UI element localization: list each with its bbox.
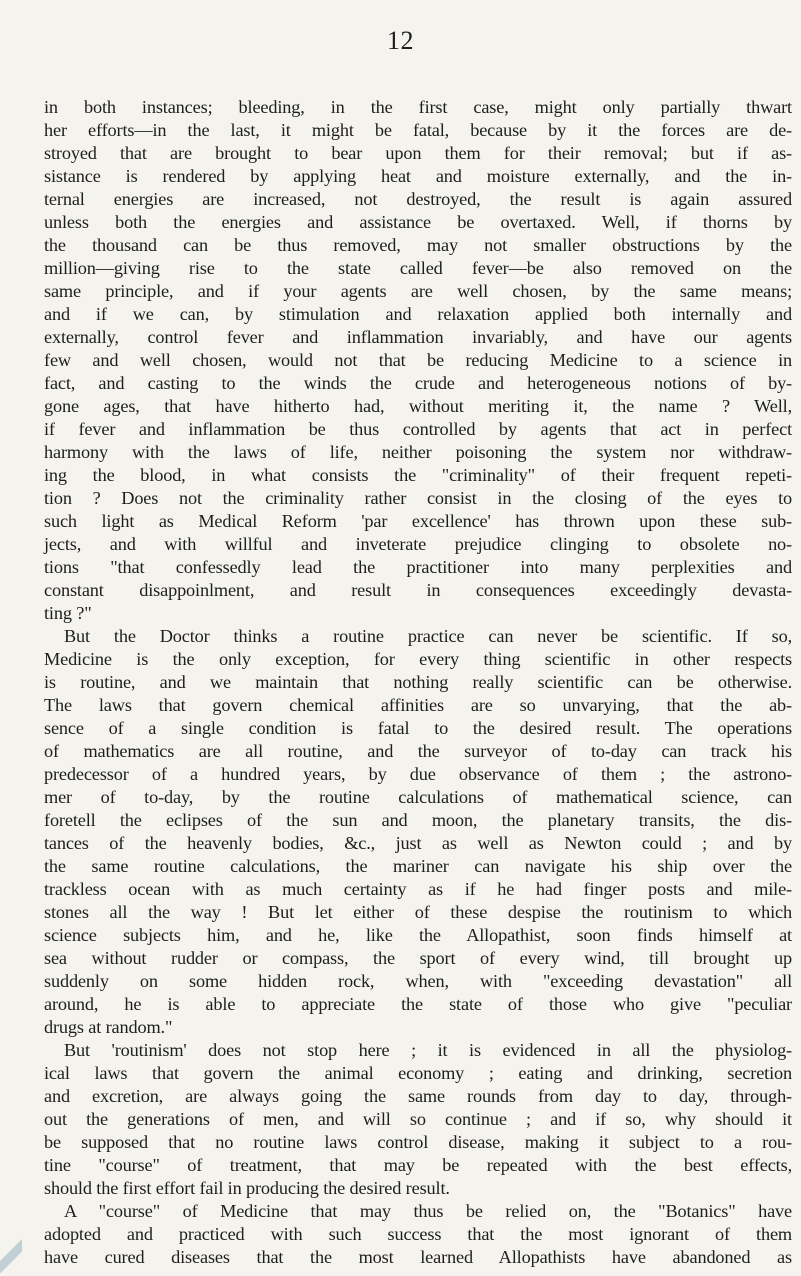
text-line: adopted and practiced with such success that the most ignorant of them bbox=[44, 1224, 792, 1244]
text-line: science subjects him, and he, like the Allopathist, soon finds himself at bbox=[44, 925, 792, 945]
text-line: trackless ocean with as much certainty as if he had finger posts and mile- bbox=[44, 879, 792, 899]
text-line: The laws that govern chemical affinities are so unvarying, that the ab- bbox=[44, 695, 792, 715]
text-line: Medicine is the only exception, for every thing scientific in other respects bbox=[44, 649, 792, 669]
text-line: million—giving rise to the state called fever—be also removed on the bbox=[44, 258, 792, 278]
text-line: ternal energies are increased, not destroyed, the result is again assured bbox=[44, 189, 792, 209]
text-line: stones all the way ! But let either of these despise the routinism to which bbox=[44, 902, 792, 922]
text-line: few and well chosen, would not that be reducing Medicine to a science in bbox=[44, 350, 792, 370]
text-line: her efforts—in the last, it might be fatal, because by it the forces are de- bbox=[44, 120, 792, 140]
text-line: should the first effort fail in producing the desired result. bbox=[44, 1178, 450, 1198]
text-line: sence of a single condition is fatal to the desired result. The operations bbox=[44, 718, 792, 738]
text-line: gone ages, that have hitherto had, without meriting it, the name ? Well, bbox=[44, 396, 792, 416]
page-corner-mark bbox=[0, 1236, 22, 1276]
text-line: tions "that confessedly lead the practitioner into many perplexities and bbox=[44, 557, 792, 577]
text-line: sistance is rendered by applying heat and moisture externally, and the in- bbox=[44, 166, 792, 186]
text-line: ting ?" bbox=[44, 603, 92, 623]
page-number: 12 bbox=[387, 26, 414, 55]
text-line: unless both the energies and assistance be overtaxed. Well, if thorns by bbox=[44, 212, 792, 232]
text-line: have cured diseases that the most learned Allopathists have abandoned as bbox=[44, 1247, 792, 1267]
text-line: be supposed that no routine laws control disease, making it subject to a rou- bbox=[44, 1132, 792, 1152]
text-line: externally, control fever and inflammation invariably, and have our agents bbox=[44, 327, 792, 347]
text-line: harmony with the laws of life, neither poisoning the system nor withdraw- bbox=[44, 442, 792, 462]
text-line: around, he is able to appreciate the state of those who give "peculiar bbox=[44, 994, 792, 1014]
text-line: tine "course" of treatment, that may be repeated with the best effects, bbox=[44, 1155, 792, 1175]
text-line: tances of the heavenly bodies, &c., just as well as Newton could ; and by bbox=[44, 833, 792, 853]
text-line: constant disappoinlment, and result in consequences exceedingly devasta- bbox=[44, 580, 792, 600]
text-line: in both instances; bleeding, in the first case, might only partially thwart bbox=[44, 97, 792, 117]
text-line: A "course" of Medicine that may thus be relied on, the "Botanics" have bbox=[64, 1201, 792, 1221]
text-line: is routine, and we maintain that nothing really scientific can be otherwise. bbox=[44, 672, 792, 692]
text-line: stroyed that are brought to bear upon them for their removal; but if as- bbox=[44, 143, 792, 163]
text-line: of mathematics are all routine, and the surveyor of to-day can track his bbox=[44, 741, 792, 761]
text-line: ical laws that govern the animal economy ; eating and drinking, secretion bbox=[44, 1063, 792, 1083]
text-line: jects, and with willful and inveterate prejudice clinging to obsolete no- bbox=[44, 534, 792, 554]
text-line: such light as Medical Reform 'par excellence' has thrown upon these sub- bbox=[44, 511, 792, 531]
text-line: foretell the eclipses of the sun and moon, the planetary transits, the dis- bbox=[44, 810, 792, 830]
text-line: sea without rudder or compass, the sport of every wind, till brought up bbox=[44, 948, 792, 968]
text-line: But 'routinism' does not stop here ; it is evidenced in all the physiolog- bbox=[64, 1040, 792, 1060]
text-line: fact, and casting to the winds the crude and heterogeneous notions of by- bbox=[44, 373, 792, 393]
text-line: suddenly on some hidden rock, when, with "exceeding devastation" all bbox=[44, 971, 792, 991]
text-line: ing the blood, in what consists the "criminality" of their frequent repeti- bbox=[44, 465, 792, 485]
text-line: the same routine calculations, the mariner can navigate his ship over the bbox=[44, 856, 792, 876]
text-line: if fever and inflammation be thus controlled by agents that act in perfect bbox=[44, 419, 792, 439]
text-line: drugs at random." bbox=[44, 1017, 173, 1037]
text-line: out the generations of men, and will so continue ; and if so, why should it bbox=[44, 1109, 792, 1129]
text-line: predecessor of a hundred years, by due observance of them ; the astrono- bbox=[44, 764, 792, 784]
text-line: same principle, and if your agents are well chosen, by the same means; bbox=[44, 281, 792, 301]
text-line: and excretion, are always going the same rounds from day to day, through- bbox=[44, 1086, 792, 1106]
body-text bbox=[44, 96, 792, 1269]
text-line: the thousand can be thus removed, may not smaller obstructions by the bbox=[44, 235, 792, 255]
text-line: tion ? Does not the criminality rather consist in the closing of the eyes to bbox=[44, 488, 792, 508]
text-line: But the Doctor thinks a routine practice can never be scientific. If so, bbox=[64, 626, 792, 646]
text-line: and if we can, by stimulation and relaxation applied both internally and bbox=[44, 304, 792, 324]
text-line: mer of to-day, by the routine calculations of mathematical science, can bbox=[44, 787, 792, 807]
